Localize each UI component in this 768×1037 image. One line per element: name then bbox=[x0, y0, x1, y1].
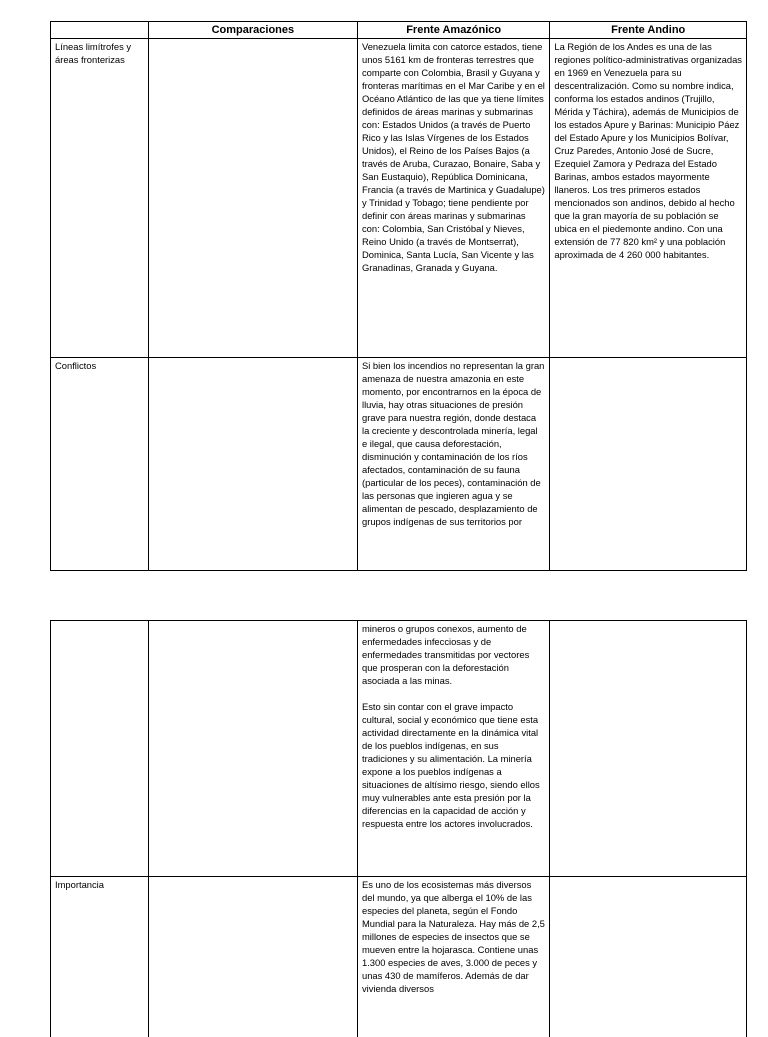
amazonico-paragraph: Esto sin contar con el grave impacto cultural, social y económico que tiene esta actividad directamente en la dinámica vital de los pueblos indígenas, en sus tradiciones y su alimentación. La minería expone a los pueblos indígenas a situaciones de altísimo riesgo, siendo ellos muy vulnerables ante esta presión por la diferencias en la capacidad de acción y respuesta entre los actores involucrados. bbox=[361, 701, 540, 829]
row-label: Importancia bbox=[51, 877, 149, 1037]
amazonico-cell bbox=[357, 621, 549, 877]
header-cell-comparaciones: Comparaciones bbox=[148, 22, 357, 39]
amazonico-paragraph: mineros o grupos conexos, aumento de enfermedades infecciosas y de enfermedades transmitidas por vectores que prosperan con la deforestación asociada a las minas. bbox=[361, 623, 530, 686]
table-row bbox=[51, 39, 747, 358]
header-row bbox=[51, 22, 747, 39]
row-label: Líneas limítrofes y áreas fronterizas bbox=[51, 39, 149, 358]
amazonico-cell: Si bien los incendios no representan la gran amenaza de nuestra amazonia en este momento, por encontrarnos en la época de lluvia, hay otras situaciones de presión grave para nuestra región, donde destaca la creciente y descontrolada minería, legal e ilegal, que causa deforestación, disminución y contaminación de los ríos afectados, contaminación de su fauna (particular de los peces), contaminación de las personas que ingieren agua y se alimentan de pescado, desplazamiento de grupos indígenas de sus territorios por bbox=[357, 358, 549, 571]
andino-cell bbox=[550, 358, 747, 571]
header-cell-label bbox=[51, 22, 149, 39]
amazonico-cell: Venezuela limita con catorce estados, tiene unos 5161 km de fronteras terrestres que comparte con Colombia, Brasil y Guyana y fronteras marítimas en el Mar Caribe y en el Océano Atlántico de las que ya tiene límites definidos de áreas marinas y submarinas con: Estados Unidos (a través de Puerto Rico y las Islas Vírgenes de los Estados Unidos), el Reino de los Países Bajos (a través de Aruba, Curazao, Bonaire, Saba y San Eustaquio), República Dominicana, Francia (a través de Martinica y Guadalupe) y Trinidad y Tobago; tiene pendiente por definir con áreas marinas y submarinas con: Colombia, San Cristóbal y Nieves, Reino Unido (a través de Montserrat), Dominica, Santa Lucía, San Vicente y las Granadinas, Granada y Guyana. bbox=[357, 39, 549, 358]
andino-cell bbox=[550, 877, 747, 1037]
table-row bbox=[51, 877, 747, 1037]
comparaciones-cell bbox=[148, 358, 357, 571]
comparaciones-cell bbox=[148, 39, 357, 358]
andino-cell: La Región de los Andes es una de las regiones político-administrativas organizadas en 1969 en Venezuela para su descentralización. Como su nombre indica, conforma los estados andinos (Trujillo, Mérida y Táchira), además de Municipios de los estados Apure y Barinas: Municipio Páez del Estado Apure y los Municipios Bolívar, Cruz Paredes, Antonio José de Sucre, Ezequiel Zamora y Pedraza del Estado Barinas, ambos estados mayormente llaneros. Los tres primeros estados mencionados son andinos, debido al hecho que la gran mayoría de su población se ubica en el piedemonte andino. Con una extensión de 77 820 km² y una población aproximada de 4 260 000 habitantes. bbox=[550, 39, 747, 358]
amazonico-cell: Es uno de los ecosistemas más diversos del mundo, ya que alberga el 10% de las especies del planeta, según el Fondo Mundial para la Naturaleza. Hay más de 2,5 millones de especies de insectos que se mueven entre la hojarasca. Contiene unas 1.300 especies de aves, 3.000 de peces y unas 430 de mamíferos. Además de dar vivienda diversos bbox=[357, 877, 549, 1037]
table-row bbox=[51, 358, 747, 571]
andino-cell bbox=[550, 621, 747, 877]
comparaciones-cell bbox=[148, 621, 357, 877]
comparaciones-cell bbox=[148, 877, 357, 1037]
row-label bbox=[51, 621, 149, 877]
table-row bbox=[51, 621, 747, 877]
header-cell-andino: Frente Andino bbox=[550, 22, 747, 39]
comparison-table-continued bbox=[50, 620, 747, 1037]
comparison-table-top bbox=[50, 21, 747, 571]
row-label: Conflictos bbox=[51, 358, 149, 571]
header-cell-amazonico: Frente Amazónico bbox=[357, 22, 549, 39]
